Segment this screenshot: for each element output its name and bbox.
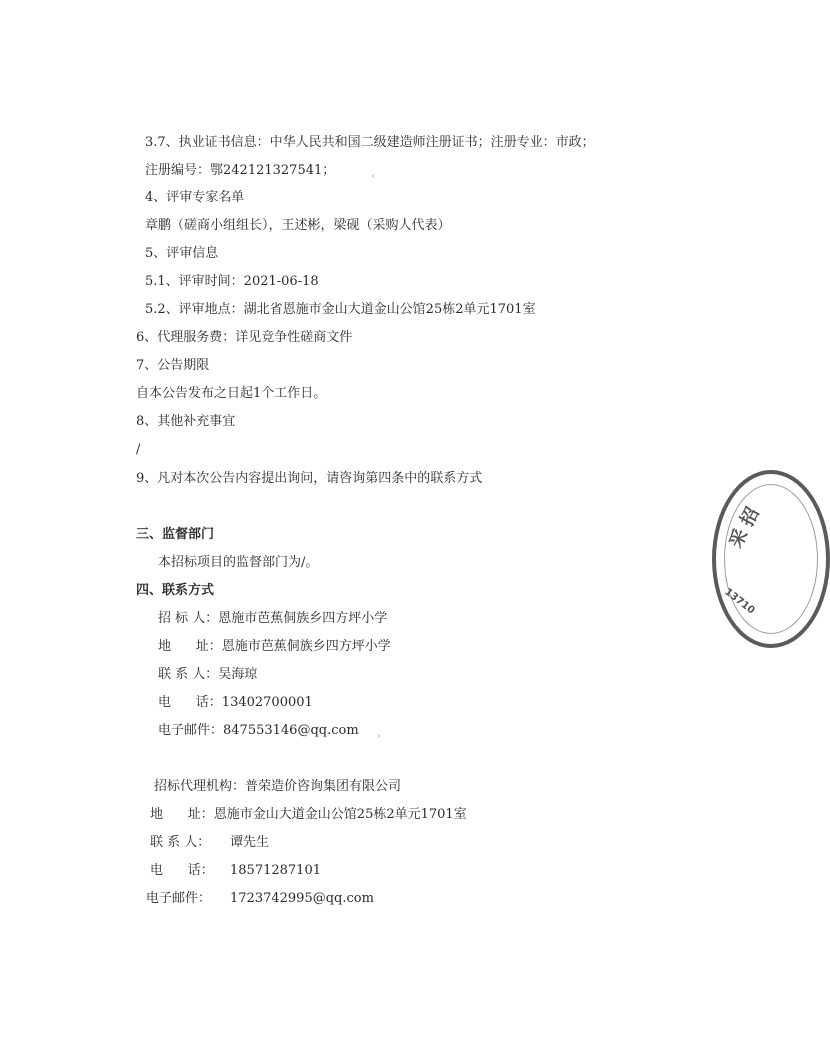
review-time-line: 5.1、评审时间：2021-06-18 (145, 274, 319, 289)
section-contact-heading: 四、联系方式 (136, 583, 215, 598)
scan-speck (372, 175, 374, 177)
buyer-name-label: 招 标 人： (158, 611, 219, 626)
buyer-email-label: 电子邮件： (158, 723, 224, 738)
agency-contact-label: 联 系 人： (150, 835, 211, 850)
notice-period-text: 自本公告发布之日起1个工作日。 (136, 386, 327, 401)
other-matters-text: / (136, 442, 141, 457)
other-matters-heading: 8、其他补充事宜 (136, 414, 236, 429)
agency-phone-row (150, 862, 321, 880)
buyer-email-row (158, 722, 359, 740)
cert-info-line: 3.7、执业证书信息：中华人民共和国二级建造师注册证书；注册专业：市政； (145, 135, 595, 150)
buyer-address-row (158, 638, 391, 656)
experts-list: 章鹏（磋商小组组长），王述彬，梁砚（采购人代表） (145, 218, 451, 233)
agency-phone-label: 电 话： (150, 863, 214, 878)
buyer-phone-row (158, 694, 313, 712)
buyer-contact-label: 联 系 人： (158, 667, 219, 682)
agency-contact-row (150, 834, 269, 852)
review-info-heading: 5、评审信息 (145, 246, 219, 261)
cert-number-line: 注册编号：鄂242121327541； (145, 163, 336, 178)
agency-email-row (146, 890, 374, 908)
buyer-address: 恩施市芭蕉侗族乡四方坪小学 (221, 639, 391, 654)
agency-phone: 18571287101 (230, 863, 321, 878)
seal-text-top: 采 招 (725, 504, 764, 552)
seal-text-bottom: 13710 (722, 586, 757, 617)
buyer-contact-row (158, 666, 257, 684)
buyer-phone: 13402700001 (221, 695, 313, 710)
buyer-email: 847553146@qq.com (223, 723, 359, 738)
agency-email-label: 电子邮件： (146, 891, 212, 906)
review-location-line: 5.2、评审地点：湖北省恩施市金山大道金山公馆25栋2单元1701室 (145, 302, 536, 317)
agency-address-row (150, 806, 467, 824)
agency-name-label: 招标代理机构： (154, 779, 246, 794)
scan-speck (378, 735, 380, 737)
agency-fee-line: 6、代理服务费：详见竞争性磋商文件 (136, 330, 353, 345)
section-supervision-heading: 三、监督部门 (136, 527, 215, 542)
agency-name: 普荣造价咨询集团有限公司 (245, 779, 402, 794)
agency-email: 1723742995@qq.com (230, 891, 374, 906)
agency-address-label: 地 址： (150, 807, 214, 822)
buyer-name-row (158, 610, 387, 628)
inquiry-line: 9、凡对本次公告内容提出询问，请咨询第四条中的联系方式 (136, 471, 483, 486)
agency-address: 恩施市金山大道金山公馆25栋2单元1701室 (213, 807, 467, 822)
agency-contact: 谭先生 (230, 835, 270, 850)
buyer-address-label: 地 址： (158, 639, 222, 654)
company-seal (712, 470, 830, 648)
experts-heading: 4、评审专家名单 (145, 190, 245, 205)
notice-period-heading: 7、公告期限 (136, 358, 210, 373)
agency-name-row (154, 778, 401, 796)
buyer-phone-label: 电 话： (158, 695, 222, 710)
buyer-name: 恩施市芭蕉侗族乡四方坪小学 (218, 611, 388, 626)
buyer-contact: 吴海琼 (218, 667, 258, 682)
supervision-text: 本招标项目的监督部门为/。 (158, 555, 319, 570)
